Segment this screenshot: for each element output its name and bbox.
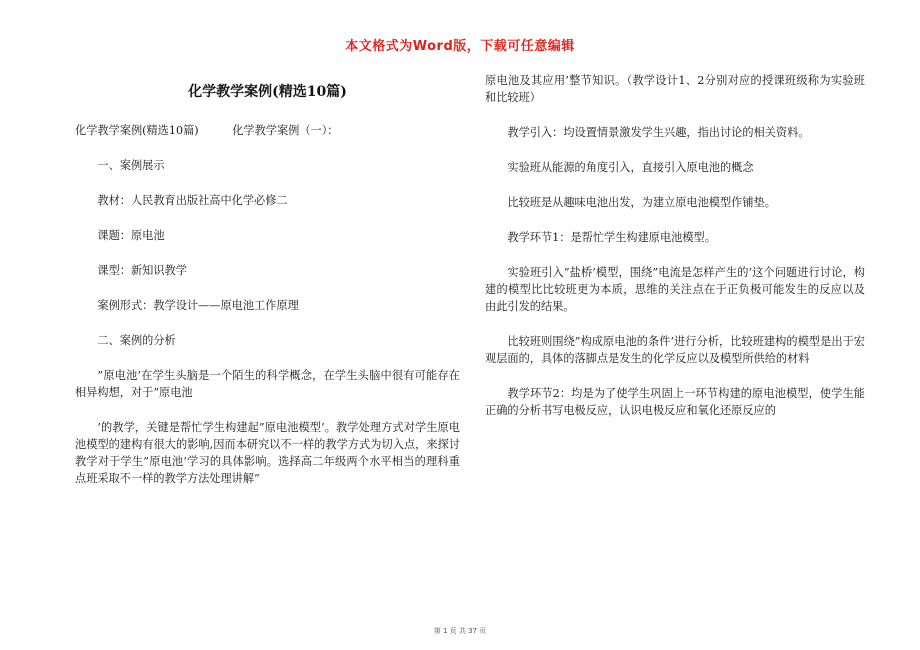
document-title: 化学教学案例(精选10篇) (188, 84, 347, 100)
page-footer: 第 1 页 共 37 页 (433, 627, 487, 635)
paragraph-section-2-heading: 二、案例的分析 (97, 334, 176, 347)
paragraph-step-2: 教学环节2：均是为了使学生巩固上一环节构建的原电池模型，使学生能正确的分析书写电极反应，认识电极反应和氧化还原反应的 (485, 387, 865, 417)
paragraph-comparison-class-intro: 比较班是从趣味电池出发，为建立原电池模型作铺垫。 (507, 196, 776, 209)
paragraph-subtitle: 化学教学案例(精选10篇) 化学教学案例（一）： (75, 124, 339, 137)
paragraph-section-1-heading: 一、案例展示 (97, 159, 165, 172)
paragraph-step-1: 教学环节1：是帮忙学生构建原电池模型。 (507, 231, 716, 244)
paragraph-lesson-type: 课型：新知识教学 (97, 264, 187, 277)
paragraph-analysis-2: ’的教学，关键是帮忙学生构建起”原电池模型’。教学处理方式对学生原电池模型的建构有很大的影响,因而本研究以不一样的教学方式为切入点，来探讨教学对于学生”原电池’学习的具体影响。选择高二年级两个水平相当的理科重点班采取不一样的教学方法处理讲解” (75, 421, 460, 485)
right-column (485, 72, 865, 419)
paragraph-experiment-class-intro: 实验班从能源的角度引入，直接引入原电池的概念 (507, 161, 754, 174)
left-column (75, 72, 460, 487)
paragraph-experiment-class-bridge: 实验班引入”盐桥’模型，围绕”电流是怎样产生的’这个问题进行讨论，构建的模型比比较班更为本质，思维的关注点在于正负极可能发生的反应以及由此引发的结果。 (485, 266, 865, 313)
paragraph-comparison-class-conditions: 比较班则围绕”构成原电池的条件’进行分析，比较班建构的模型是出于宏观层面的，具体的落脚点是发生的化学反应以及模型所供给的材料 (485, 335, 865, 365)
paragraph-analysis-1: ”原电池’在学生头脑是一个陌生的科学概念，在学生头脑中很有可能存在相异构想，对于”原电池 (75, 369, 460, 399)
word-format-banner: 本文格式为Word版，下载可任意编辑 (345, 39, 575, 54)
paragraph-textbook: 教材：人民教育出版社高中化学必修二 (97, 194, 288, 207)
paragraph-continuation: 原电池及其应用’整节知识。（教学设计1、2分别对应的授课班级称为实验班和比较班） (485, 74, 865, 104)
paragraph-case-form: 案例形式：教学设计——原电池工作原理 (97, 299, 299, 312)
paragraph-intro: 教学引入：均设置情景激发学生兴趣，指出讨论的相关资料。 (507, 126, 810, 139)
paragraph-topic: 课题：原电池 (97, 229, 165, 242)
